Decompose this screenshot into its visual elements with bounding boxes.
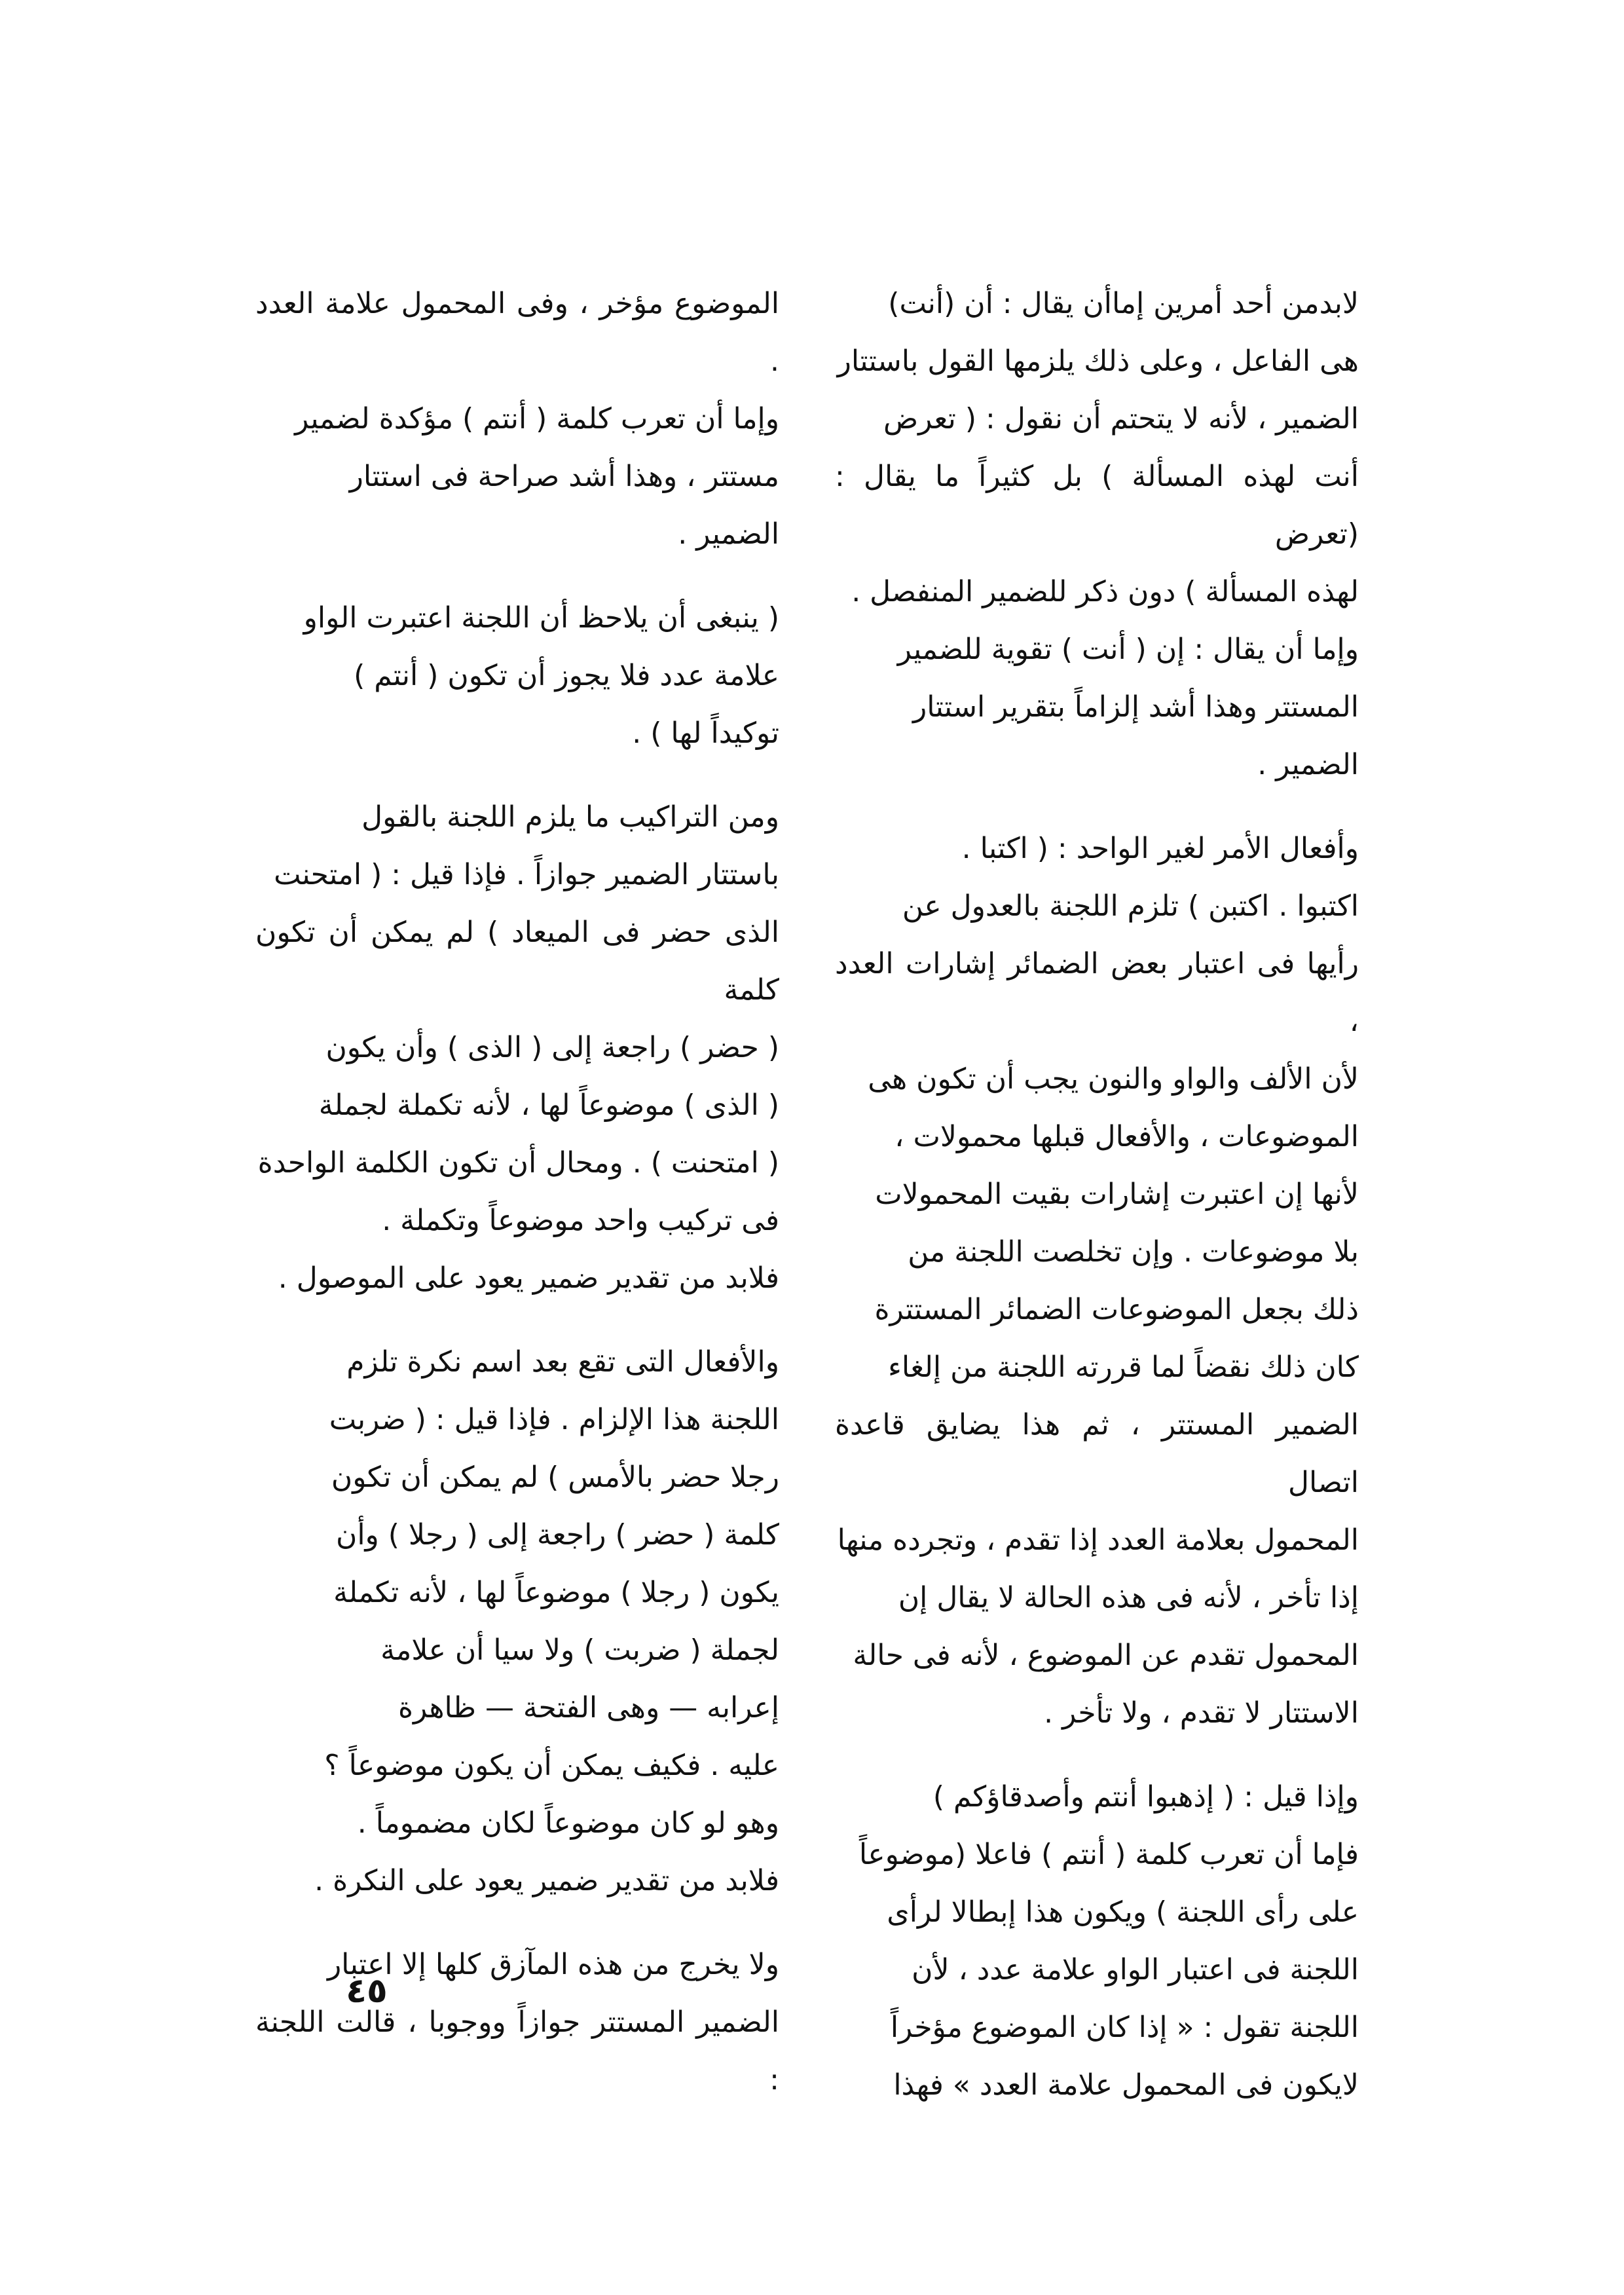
paragraph: وإذا قيل : ( إذهبوا أنتم وأصدقاؤكم ) فإما أن تعرب كلمة ( أنتم ) فاعلا (موضوعاً على رأى اللجنة ) ويكون هذا إبطالا لرأى اللجنة فى اعتبار الواو علامة عدد ، لأن اللجنة تقول : « إذا كان الموضوع مؤخراً لايكون فى المحمول علامة العدد » فهذا [858, 1780, 1359, 2102]
left-text-column [255, 275, 779, 2135]
paragraph: ( ينبغى أن يلاحظ أن اللجنة اعتبرت الواو علامة عدد فلا يجوز أن تكون ( أنتم ) توكيداً لها ) . [303, 601, 779, 750]
paragraph: ومن التراكيب ما يلزم اللجنة بالقول باستتار الضمير جوازاً . فإذا قيل : ( امتحنت الذى حضر فى الميعاد ) لم يمكن أن تكون كلمة ( حضر ) راجعة إلى ( الذى ) وأن يكون ( الذى ) موضوعاً لها ، لأنه تكملة لجملة ( امتحنت ) . ومحال أن تكون الكلمة الواحدة فى تركيب واحد موضوعاً وتكملة . فلابد من تقدير ضمير يعود على الموصول . [255, 800, 779, 1295]
paragraph: والأفعال التى تقع بعد اسم نكرة تلزم اللجنة هذا الإلزام . فإذا قيل : ( ضربت رجلا حضر بالأمس ) لم يمكن أن تكون كلمة ( حضر ) راجعة إلى ( رجلا ) وأن يكون ( رجلا ) موضوعاً لها ، لأنه تكملة لجملة ( ضربت ) ولا سيا أن علامة إعرابه — وهى الفتحة — ظاهرة عليه . فكيف يمكن أن يكون موضوعاً ؟ وهو لو كان موضوعاً لكان مضموماً . فلابد من تقدير ضمير يعود على النكرة . [314, 1345, 779, 1897]
paragraph: الموضوع مؤخر ، وفى المحمول علامة العدد . وإما أن تعرب كلمة ( أنتم ) مؤكدة لضمير مستتر ، وهذا أشد صراحة فى استتار الضمير . [255, 287, 779, 551]
page-number: ٤٥ [346, 1971, 388, 2011]
paragraph: ولا يخرج من هذه المآزق كلها إلا اعتبار الضمير المستتر جوازاً ووجوبا ، قالت اللجنة : [255, 1948, 779, 2097]
paragraph: وأفعال الأمر لغير الواحد : ( اكتبا . اكتبوا . اكتبن ) تلزم اللجنة بالعدول عن رأيها فى اعتبار بعض الضمائر إشارات العدد ، لأن الألف والواو والنون يجب أن تكون هى الموضوعات ، والأفعال قبلها محمولات ، لأنها إن اعتبرت إشارات بقيت المحمولات بلا موضوعات . وإن تخلصت اللجنة من ذلك بجعل الموضوعات الضمائر المستترة كان ذلك نقضاً لما قررته اللجنة من إلغاء الضمير المستتر ، ثم هذا يضايق قاعدة اتصال المحمول بعلامة العدد إذا تقدم ، وتجرده منها إذا تأخر ، لأنه فى هذه الحالة لا يقال إن المحمول تقدم عن الموضوع ، لأنه فى حالة الاستتار لا تقدم ، ولا تأخر . [835, 832, 1359, 1730]
right-text-column [835, 275, 1359, 2140]
paragraph: لابدمن أحد أمرين إماأن يقال : أن (أنت) هى الفاعل ، وعلى ذلك يلزمها القول باستتار الضمير ، لأنه لا يتحتم أن نقول : ( تعرض أنت لهذه المسألة ) بل كثيراً ما يقال : (تعرض لهذه المسألة ) دون ذكر للضمير المنفصل . وإما أن يقال : إن ( أنت ) تقوية للضمير المستتر وهذا أشد إلزاماً بتقرير استتار الضمير . [835, 287, 1359, 781]
